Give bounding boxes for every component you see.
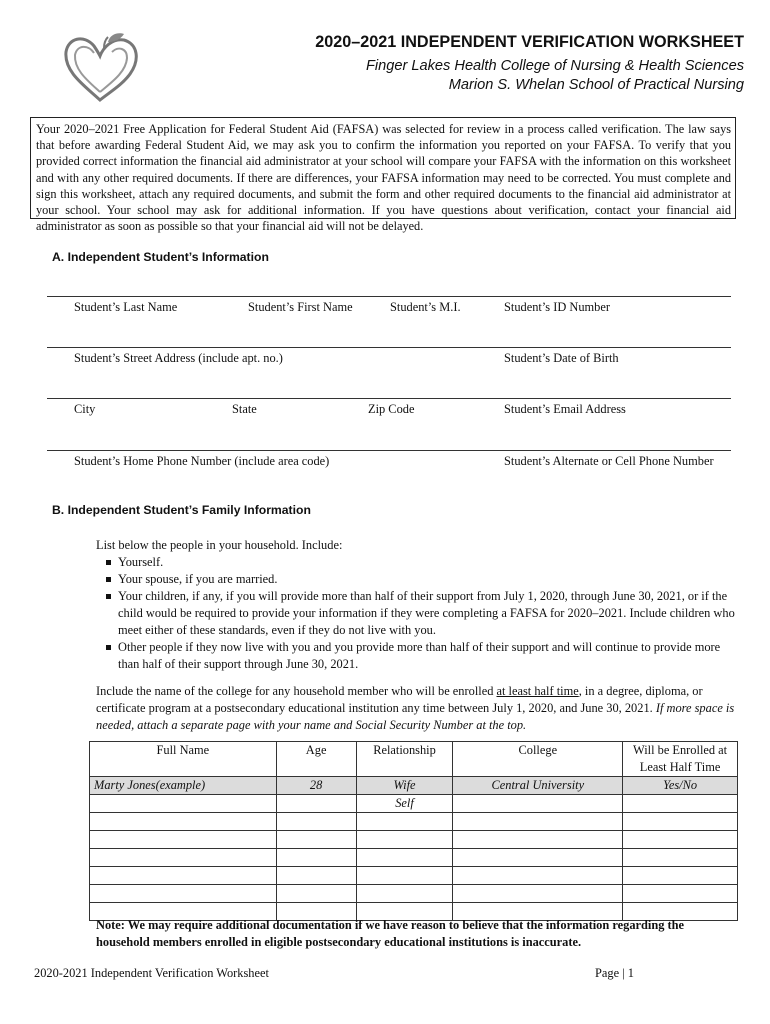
list-item: Your children, if any, if you will provide more than half of their support from July 1, 2020, through June 30, 2021, or if the child would be required to provide your information if they were completing a FAFSA for 2020–2021. Include children who meet either of these standards, even if they do not live with you.: [96, 588, 736, 639]
table-cell[interactable]: [90, 831, 277, 849]
section-a-heading: A. Independent Student’s Information: [52, 250, 269, 264]
state-field[interactable]: State: [232, 402, 257, 416]
table-cell[interactable]: [623, 795, 738, 813]
field-line: [47, 347, 731, 348]
student-id-field[interactable]: Student’s ID Number: [504, 300, 610, 314]
list-item: Other people if they now live with you and you provide more than half of their support and will continue to provide more than half of their support through June 30, 2021.: [96, 639, 736, 673]
table-cell[interactable]: [623, 831, 738, 849]
list-item: Your spouse, if you are married.: [96, 571, 736, 588]
home-phone-field[interactable]: Student’s Home Phone Number (include area code): [74, 454, 330, 468]
table-cell[interactable]: [276, 831, 356, 849]
zip-code-field[interactable]: Zip Code: [368, 402, 415, 416]
table-cell[interactable]: [356, 867, 453, 885]
table-row: [90, 831, 738, 849]
email-field[interactable]: Student’s Email Address: [504, 402, 626, 416]
table-cell[interactable]: [90, 813, 277, 831]
college-name: Finger Lakes Health College of Nursing & Health Sciences: [365, 58, 744, 74]
table-cell[interactable]: [90, 885, 277, 903]
documentation-note: Note: We may require additional documentation if we have reason to believe that the information regarding the household members enrolled in eligible postsecondary educational institutions is inaccurate.: [96, 918, 685, 949]
table-row: [90, 885, 738, 903]
table-cell[interactable]: [623, 867, 738, 885]
table-cell[interactable]: [356, 831, 453, 849]
table-cell[interactable]: [90, 795, 277, 813]
table-cell[interactable]: [276, 867, 356, 885]
street-address-field[interactable]: Student’s Street Address (include apt. no.): [74, 351, 283, 365]
intro-paragraph: Your 2020–2021 Free Application for Federal Student Aid (FAFSA) was selected for review in a process called verification. The law says that before awarding Federal Student Aid, we may ask you to confirm the information you reported on your FAFSA. To verify that you provided correct information the financial aid administrator at your school will compare your FAFSA with the information on this worksheet and with any other required documents. If there are differences, your FAFSA information may need to be corrected. You must complete and sign this worksheet, attach any required documents, and submit the form and other required documents to the financial aid administrator at your school. Your school may ask for additional information. If you have questions about verification, contact your financial aid administrator as soon as possible so that your financial aid will not be delayed.: [30, 117, 736, 219]
table-cell[interactable]: [623, 849, 738, 867]
school-name: Marion S. Whelan School of Practical Nursing: [448, 77, 744, 93]
apple-heart-logo-icon: [60, 30, 144, 104]
cell-phone-field[interactable]: Student’s Alternate or Cell Phone Number: [504, 454, 714, 468]
table-cell[interactable]: [276, 813, 356, 831]
table-cell[interactable]: [453, 849, 623, 867]
table-cell[interactable]: [623, 885, 738, 903]
bullet-icon: [106, 645, 111, 650]
table-cell[interactable]: [623, 813, 738, 831]
include-college-paragraph: Include the name of the college for any household member who will be enrolled at least half time, in a degree, diploma, or certificate program at a postsecondary educational institution any time between July 1, 2020, and June 30, 2021. If more space is needed, attach a separate page with your name and Social Security Number at the top.: [96, 684, 735, 732]
table-cell: Yes/No: [623, 777, 738, 795]
date-of-birth-field[interactable]: Student’s Date of Birth: [504, 351, 619, 365]
household-instructions: [96, 537, 736, 673]
page-number: Page | 1: [595, 966, 634, 980]
table-cell[interactable]: [356, 885, 453, 903]
column-header: Full Name: [90, 742, 277, 777]
section-b-heading: B. Independent Student’s Family Information: [52, 503, 311, 517]
table-cell[interactable]: [453, 885, 623, 903]
table-cell[interactable]: [90, 867, 277, 885]
household-table: [89, 741, 738, 921]
column-header: College: [453, 742, 623, 777]
example-row: [90, 777, 738, 795]
table-row: [90, 849, 738, 867]
field-line: [47, 296, 731, 297]
table-cell[interactable]: [356, 813, 453, 831]
table-cell[interactable]: [276, 795, 356, 813]
table-cell[interactable]: [453, 813, 623, 831]
last-name-field[interactable]: Student’s Last Name: [74, 300, 178, 314]
table-cell[interactable]: [90, 849, 277, 867]
table-cell: Self: [356, 795, 453, 813]
table-cell[interactable]: [453, 831, 623, 849]
column-header: Relationship: [356, 742, 453, 777]
table-row: [90, 867, 738, 885]
list-intro: List below the people in your household. Include:: [96, 538, 343, 552]
table-row: [90, 813, 738, 831]
bullet-icon: [106, 594, 111, 599]
field-line: [47, 398, 731, 399]
city-field[interactable]: City: [74, 402, 96, 416]
table-cell[interactable]: [356, 849, 453, 867]
field-line: [47, 450, 731, 451]
bullet-icon: [106, 560, 111, 565]
footer-title: 2020-2021 Independent Verification Worksheet: [34, 966, 269, 980]
table-cell[interactable]: [276, 849, 356, 867]
table-cell[interactable]: [276, 885, 356, 903]
page-title: 2020–2021 INDEPENDENT VERIFICATION WORKSHEET: [315, 33, 744, 51]
table-cell: Marty Jones(example): [90, 777, 277, 795]
column-header: Age: [276, 742, 356, 777]
column-header: Will be Enrolled at Least Half Time: [623, 742, 738, 777]
bullet-icon: [106, 577, 111, 582]
table-cell: Wife: [356, 777, 453, 795]
table-row: [90, 795, 738, 813]
table-header-row: [90, 742, 738, 777]
table-cell: 28: [276, 777, 356, 795]
table-cell[interactable]: [453, 795, 623, 813]
list-item: Yourself.: [96, 554, 736, 571]
middle-initial-field[interactable]: Student’s M.I.: [390, 300, 461, 314]
first-name-field[interactable]: Student’s First Name: [248, 300, 353, 314]
table-cell: Central University: [453, 777, 623, 795]
table-cell[interactable]: [453, 867, 623, 885]
